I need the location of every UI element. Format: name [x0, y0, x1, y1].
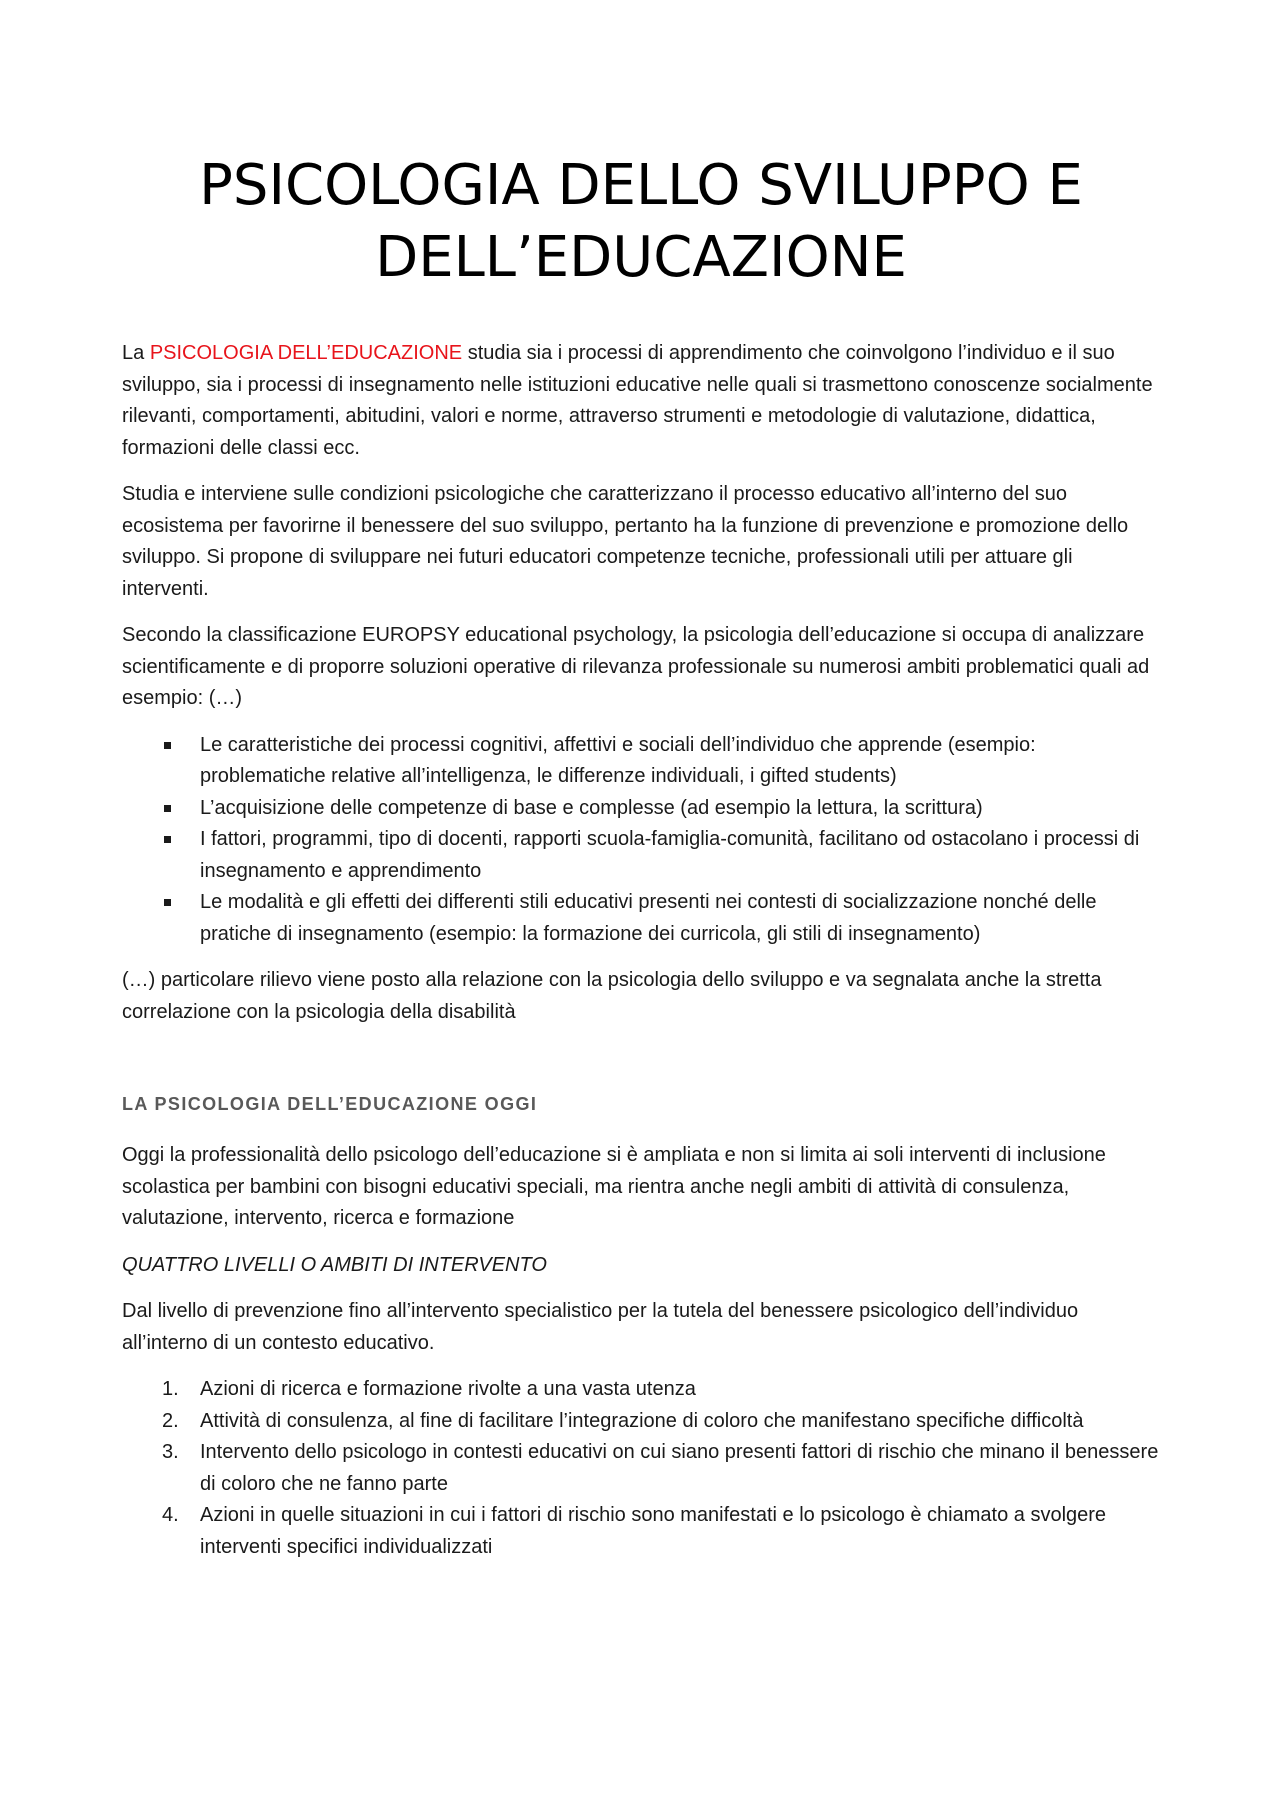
paragraph-3: Secondo la classificazione EUROPSY educational psychology, la psicologia dell’educazione si occupa di analizzare scientificamente e di proporre soluzioni operative di rilevanza professionale su numerosi ambiti problematici quali ad esempio: (…): [122, 624, 1150, 709]
paragraph-2: Studia e interviene sulle condizioni psicologiche che caratterizzano il processo educativo all’interno del suo ecosistema per favorirne il benessere del suo sviluppo, pertanto ha la funzione di prevenzione e promozione dello sviluppo. Si propone di sviluppare nei futuri educatori competenze tecniche, professionali utili per attuare gli interventi.: [122, 483, 1129, 600]
intro-highlight: PSICOLOGIA DELL’EDUCAZIONE: [149, 342, 463, 364]
square-bullet-icon: [164, 836, 171, 843]
bullet-list: [122, 730, 1160, 951]
numbered-item: [162, 1374, 1160, 1406]
item-number: 3.: [162, 1441, 179, 1463]
list-item: [200, 824, 1160, 887]
paragraph-5: Oggi la professionalità dello psicologo dell’educazione si è ampliata e non si limita ai soli interventi di inclusione scolastica per bambini con bisogni educativi speciali, ma rientra anche negli ambiti di attività di consulenza, valutazione, intervento, ricerca e formazione: [122, 1144, 1106, 1229]
item-number: 4.: [162, 1504, 179, 1526]
intro-paragraph: [122, 338, 1160, 464]
numbered-item-text: Attività di consulenza, al fine di facilitare l’integrazione di coloro che manifestano specifiche difficoltà: [200, 1409, 1084, 1432]
item-number: 1.: [162, 1378, 179, 1400]
paragraph-4: (…) particolare rilievo viene posto alla relazione con la psicologia dello sviluppo e va segnalata anche la stretta correlazione con la psicologia della disabilità: [122, 969, 1102, 1023]
square-bullet-icon: [164, 742, 171, 749]
list-item-text: Le modalità e gli effetti dei differenti stili educativi presenti nei contesti di socializzazione nonché delle pratiche di insegnamento (esempio: la formazione dei curricola, gli stili di insegnamento): [200, 891, 1097, 945]
square-bullet-icon: [164, 805, 171, 812]
italic-heading: QUATTRO LIVELLI O AMBITI DI INTERVENTO: [122, 1253, 547, 1276]
square-bullet-icon: [164, 899, 171, 906]
intro-prefix: La: [122, 342, 150, 364]
item-number: 2.: [162, 1409, 179, 1432]
numbered-item: [162, 1437, 1160, 1500]
page-title-line-1: PSICOLOGIA DELLO SVILUPPO E: [199, 153, 1083, 218]
page-title: [122, 150, 1160, 294]
numbered-list: [122, 1374, 1160, 1563]
list-item: [200, 887, 1160, 950]
numbered-item-text: Azioni di ricerca e formazione rivolte a una vasta utenza: [200, 1378, 696, 1400]
list-item-text: Le caratteristiche dei processi cognitivi, affettivi e sociali dell’individuo che apprende (esempio: problematiche relative all’intelligenza, le differenze individuali, i gifted students): [200, 733, 1036, 787]
numbered-item: [162, 1406, 1160, 1438]
list-item-text: I fattori, programmi, tipo di docenti, rapporti scuola-famiglia-comunità, facilitano od ostacolano i processi di insegnamento e apprendimento: [200, 828, 1140, 882]
page-title-line-2: DELL’EDUCAZIONE: [375, 225, 907, 290]
list-item: [200, 793, 1160, 825]
section-heading: LA PSICOLOGIA DELL’EDUCAZIONE OGGI: [122, 1094, 538, 1114]
numbered-item-text: Azioni in quelle situazioni in cui i fattori di rischio sono manifestati e lo psicologo è chiamato a svolgere interventi specifici individualizzati: [200, 1504, 1107, 1558]
numbered-item-text: Intervento dello psicologo in contesti educativi on cui siano presenti fattori di rischio che minano il benessere di coloro che ne fanno parte: [200, 1441, 1159, 1495]
list-item-text: L’acquisizione delle competenze di base e complesse (ad esempio la lettura, la scrittura): [200, 796, 983, 819]
numbered-item: [162, 1500, 1160, 1563]
intro-rest: studia sia i processi di apprendimento che coinvolgono l’individuo e il suo sviluppo, sia i processi di insegnamento nelle istituzioni educative nelle quali si trasmettono conoscenze socialmente rilevanti, comportamenti, abitudini, valori e norme, attraverso strumenti e metodologie di valutazione, didattica, formazioni delle classi ecc.: [122, 342, 1153, 459]
list-item: [200, 730, 1160, 793]
paragraph-6: Dal livello di prevenzione fino all’intervento specialistico per la tutela del benessere psicologico dell’individuo all’interno di un contesto educativo.: [122, 1300, 1079, 1354]
